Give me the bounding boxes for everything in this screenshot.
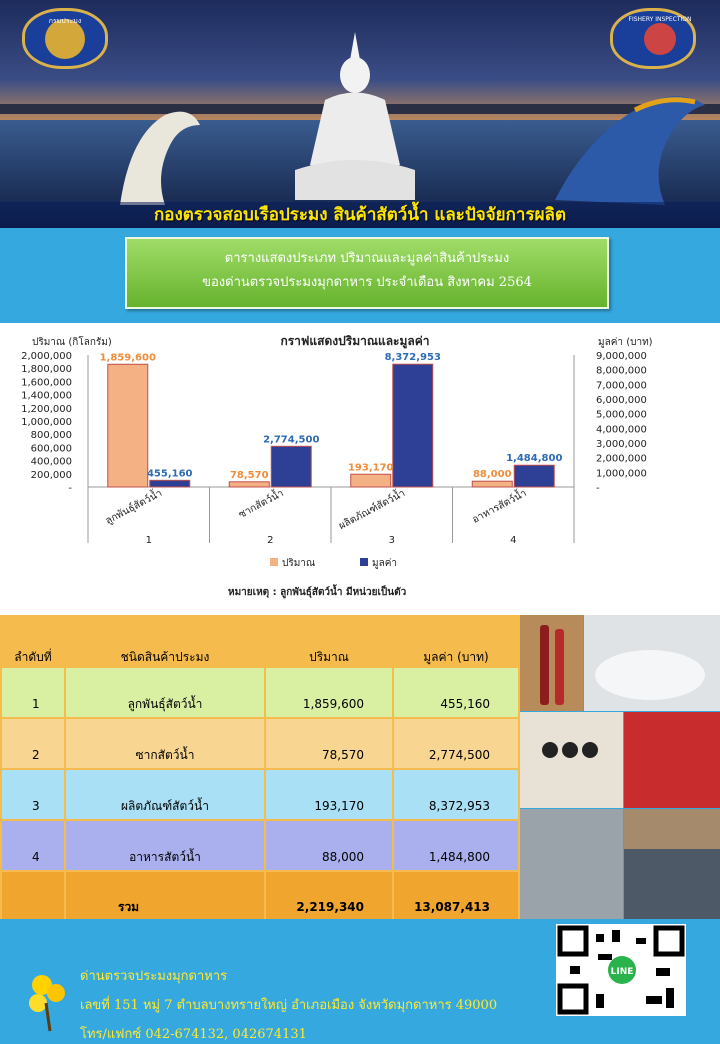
bar-quantity [351,474,391,487]
y-tick-right: - [596,483,600,494]
legend-swatch-value [360,558,368,566]
y-tick-left: 1,000,000 [21,417,72,428]
y-tick-left: 600,000 [30,443,72,455]
photo-red-bags [624,712,720,808]
legend-label-value: มูลค่า [372,558,398,569]
bar-value [150,480,190,487]
header-title: กองตรวจสอบเรือประมง สินค้าสัตว์น้ำ และปัจจัยการผลิต [0,202,720,228]
table-header-qty: ปริมาณ [309,650,349,664]
report-title-line-2: ของด่านตรวจประมงมุกดาหาร ประจำเดือน สิงหาคม 2564 [202,275,532,290]
table-cell-type: ผลิตภัณฑ์สัตว์น้ำ [66,770,264,819]
chart-note: หมายเหตุ : ลูกพันธุ์สัตว์น้ำ มีหน่วยเป็นตัว [228,587,407,598]
table-cell-no: 4 [2,821,64,870]
table-cell-value: 1,484,800 [394,821,518,870]
bar-quantity [108,364,148,487]
bar-quantity [472,481,512,487]
table-cell-qty: 78,570 [266,719,392,768]
photo-trucks [624,849,720,919]
footer-phone: โทร/แฟกซ์ 042-674132, 042674131 [80,1027,307,1042]
photo-shrimp [520,809,623,919]
y-tick-right: 8,000,000 [596,365,647,377]
data-label-quantity: 78,570 [229,469,269,481]
y-tick-left: 1,400,000 [21,390,72,402]
y-tick-left: - [68,483,72,494]
photo-shellfish [624,809,720,849]
logo-right-text: FISHERY INSPECTION [628,16,692,23]
data-label-quantity: 1,859,600 [99,352,156,364]
table-header-no: ลำดับที่ [14,650,52,664]
table-cell-no: 2 [2,719,64,768]
footer-address: เลขที่ 151 หมู่ 7 ตำบลบางทรายใหญ่ อำเภอเมือง จังหวัดมุกดาหาร 49000 [80,998,498,1013]
y-tick-left: 400,000 [30,456,72,468]
naga-statue-left-image [110,95,210,205]
table-cell-type: อาหารสัตว์น้ำ [66,821,264,870]
fishery-inspection-logo [610,8,696,69]
data-label-value: 455,160 [146,468,193,480]
photo-sauce-bottles [520,712,623,808]
y-tick-left: 800,000 [30,430,72,442]
summary-table [0,615,520,919]
x-group-number: 3 [388,535,395,546]
y-tick-right: 6,000,000 [596,395,647,406]
table-header-type: ชนิดสินค้าประมง [120,650,210,664]
y-tick-right: 4,000,000 [596,424,647,436]
table-total-value: 13,087,413 [394,872,518,920]
table-cell-qty: 1,859,600 [266,668,392,717]
x-group-number: 1 [145,535,152,546]
y-tick-right: 1,000,000 [596,468,647,480]
chart-title: กราฟแสดงปริมาณและมูลค่า [280,334,430,348]
y-tick-right: 2,000,000 [596,453,647,465]
yellow-flower-icon [20,963,72,1033]
y-tick-left: 1,200,000 [21,403,72,415]
bar-value [514,465,554,487]
y-tick-left: 200,000 [30,469,72,481]
naga-statue-right-image [545,80,715,205]
table-cell-type: ซากสัตว์น้ำ [66,719,264,768]
buddha-statue-image [290,30,420,200]
y-tick-left: 2,000,000 [21,351,72,362]
bar-quantity [229,482,269,487]
table-cell-no: 3 [2,770,64,819]
y-tick-left: 1,600,000 [21,377,72,389]
data-label-quantity: 88,000 [472,469,512,481]
y-tick-right: 7,000,000 [596,380,647,392]
y-tick-right: 5,000,000 [596,409,647,421]
data-label-value: 2,774,500 [263,434,320,446]
x-category-label: ผลิตภัณฑ์สัตว์น้ำ [337,487,408,533]
photo-bottles [520,615,583,711]
data-label-value: 1,484,800 [506,453,563,465]
y-axis-label-left: ปริมาณ (กิโลกรัม) [32,337,112,348]
table-cell-value: 8,372,953 [394,770,518,819]
header-banner [0,0,720,228]
bar-value [393,364,433,487]
line-qr-code[interactable] [556,924,686,1016]
x-category-label: ลูกพันธุ์สัตว์น้ำ [103,487,165,527]
y-tick-right: 9,000,000 [596,351,647,362]
y-tick-right: 3,000,000 [596,439,647,450]
x-group-number: 4 [510,535,517,546]
y-axis-label-right: มูลค่า (บาท) [598,337,653,348]
table-cell-type: ลูกพันธุ์สัตว์น้ำ [66,668,264,717]
table-total-blank [2,872,64,920]
table-cell-value: 455,160 [394,668,518,717]
table-cell-value: 2,774,500 [394,719,518,768]
table-cell-no: 1 [2,668,64,717]
table-header-value: มูลค่า (บาท) [423,650,489,664]
report-title-line-1: ตารางแสดงประเภท ปริมาณและมูลค่าสินค้าประมง [224,251,510,266]
x-group-number: 2 [267,535,274,546]
line-badge-text: LINE [610,967,634,977]
footer-office-name: ด่านตรวจประมงมุกดาหาร [80,969,228,984]
chart-panel [0,323,720,615]
logo-left-text: กรมประมง [48,17,82,25]
bar-value [271,446,311,487]
x-category-label: อาหารสัตว์น้ำ [470,487,529,526]
legend-swatch-quantity [270,558,278,566]
report-title-box [125,237,609,309]
table-cell-qty: 193,170 [266,770,392,819]
x-category-label: ซากสัตว์น้ำ [237,487,286,521]
table-total-qty: 2,219,340 [266,872,392,920]
y-tick-left: 1,800,000 [21,364,72,376]
table-cell-qty: 88,000 [266,821,392,870]
data-label-value: 8,372,953 [384,352,441,364]
data-label-quantity: 193,170 [347,462,394,474]
legend-label-quantity: ปริมาณ [282,558,316,569]
table-total-label: รวม [66,872,264,920]
fisheries-department-logo [22,8,108,69]
product-photo-collage [520,615,720,919]
quantity-value-chart [0,323,720,615]
